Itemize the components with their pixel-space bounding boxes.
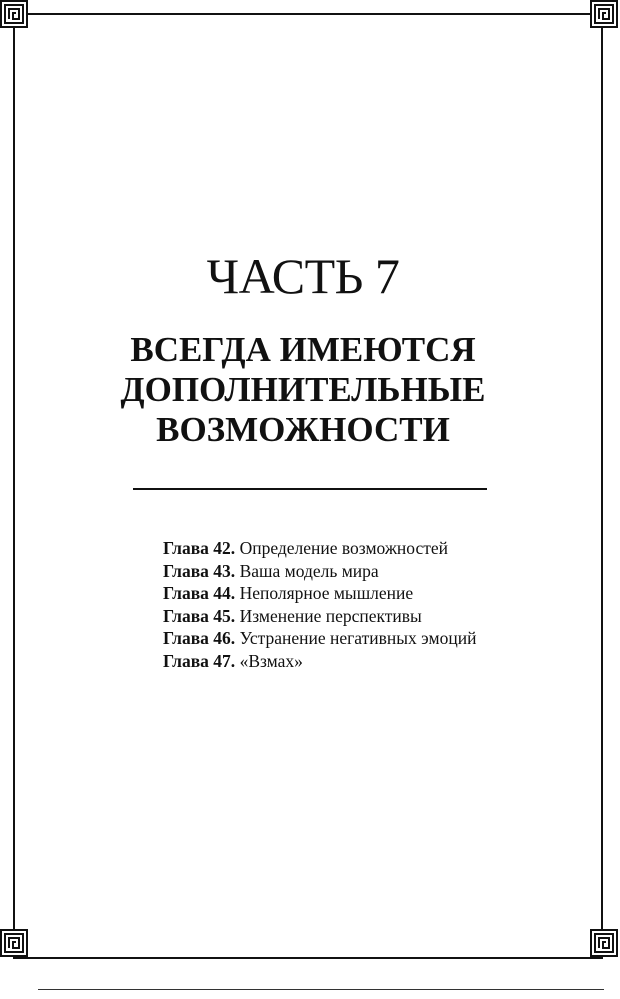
chapter-number: Глава 43. xyxy=(163,560,236,581)
chapter-title: Устранение негативных эмоций xyxy=(239,628,477,649)
chapter-list-item xyxy=(163,582,583,605)
chapter-number: Глава 45. xyxy=(163,605,236,626)
chapter-list-item xyxy=(163,605,583,628)
chapter-number: Глава 46. xyxy=(163,628,236,649)
part-heading-line: ВОЗМОЖНОСТИ xyxy=(156,410,450,449)
chapter-list-item xyxy=(163,560,583,583)
chapter-list-item xyxy=(163,537,583,560)
chapter-title: Неполярное мышление xyxy=(239,583,414,604)
chapter-title: Определение возможностей xyxy=(239,538,449,558)
corner-ornament-bottom-right-icon xyxy=(590,929,618,957)
corner-ornament-top-right-icon xyxy=(590,0,618,28)
part-title: ЧАСТЬ 7 xyxy=(206,248,400,304)
footer-divider xyxy=(38,989,604,990)
chapter-title: Ваша модель мира xyxy=(239,560,379,581)
part-heading-line: ВСЕГДА ИМЕЮТСЯ xyxy=(130,330,476,369)
corner-ornament-top-left-icon xyxy=(0,0,28,28)
part-heading-line: ДОПОЛНИТЕЛЬНЫЕ xyxy=(120,370,486,409)
chapter-number: Глава 47. xyxy=(163,650,236,671)
chapter-number: Глава 44. xyxy=(163,583,236,604)
section-divider xyxy=(133,488,487,490)
page-border-frame xyxy=(13,13,603,959)
chapter-title: «Взмах» xyxy=(239,650,303,671)
chapter-list-item xyxy=(163,650,583,673)
chapter-list-item xyxy=(163,627,583,650)
corner-ornament-bottom-left-icon xyxy=(0,929,28,957)
chapter-list xyxy=(163,537,583,673)
part-heading xyxy=(0,330,606,450)
chapter-number: Глава 42. xyxy=(163,538,236,558)
chapter-title: Изменение перспективы xyxy=(239,605,422,626)
